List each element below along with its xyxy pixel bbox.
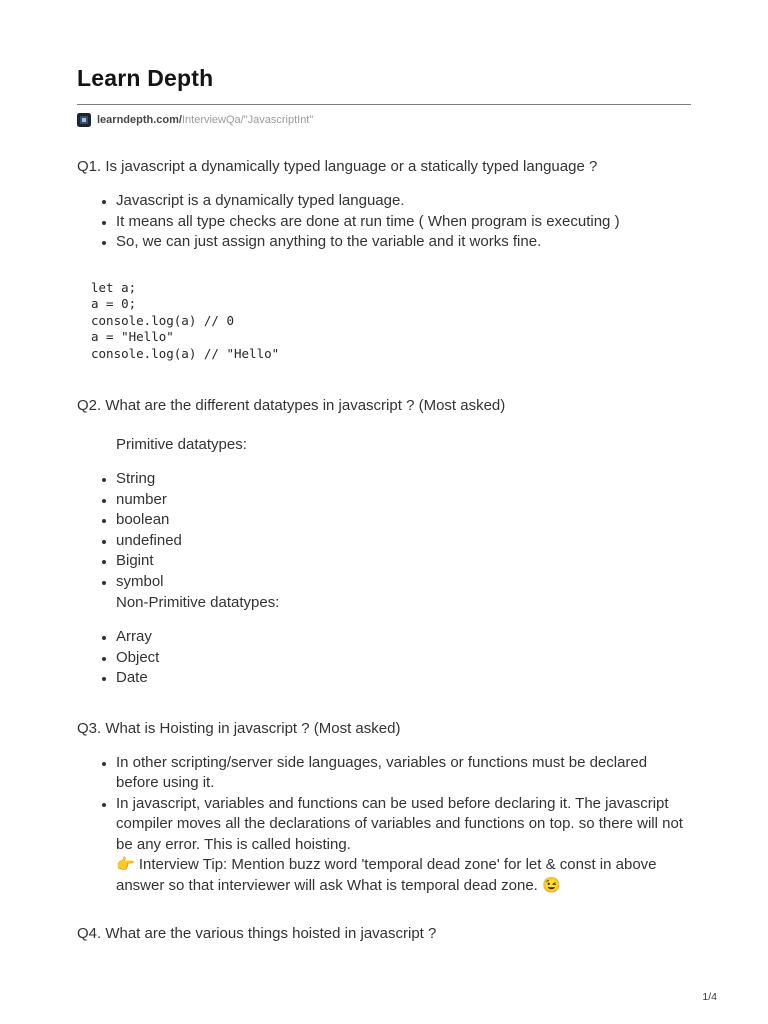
source-path: InterviewQa/"JavascriptInt" (181, 114, 314, 127)
title-divider (77, 104, 691, 105)
non-primitive-datatypes-label: Non-Primitive datatypes: (116, 594, 280, 612)
code-line: console.log(a) // "Hello" (91, 345, 280, 361)
source-url (97, 113, 313, 127)
list-item: • Array (116, 627, 691, 648)
code-block (91, 280, 691, 363)
code-line: console.log(a) // 0 (91, 312, 234, 328)
source-link-row[interactable] (77, 113, 691, 127)
list-item: • String (116, 469, 691, 490)
q2-non-primitive-list (77, 627, 691, 689)
page-title: Learn Depth (77, 65, 214, 91)
list-item: • So, we can just assign anything to the variable and it works fine. (116, 232, 691, 253)
question-q2-heading: Q2. What are the different datatypes in javascript ? (Most asked) (77, 397, 506, 415)
page-number: 1/4 (702, 991, 717, 1003)
interview-tip-text: 👉 Interview Tip: Mention buzz word 'temporal dead zone' for let & const in above answer so that interviewer will ask What is temporal dead zone. 😉 (116, 856, 657, 894)
list-item (116, 753, 691, 794)
primitive-datatypes-label: Primitive datatypes: (116, 436, 247, 454)
list-item (116, 794, 691, 897)
source-domain: learndepth.com/ (97, 114, 182, 127)
q2-primitive-list (77, 469, 691, 592)
list-item: • Javascript is a dynamically typed language. (116, 191, 691, 212)
list-item: • symbol (116, 572, 691, 593)
code-line: a = 0; (91, 296, 137, 312)
q1-bullet-list (77, 191, 691, 253)
list-item: • It means all type checks are done at run time ( When program is executing ) (116, 212, 691, 233)
list-item: • number (116, 490, 691, 511)
question-q3-heading: Q3. What is Hoisting in javascript ? (Most asked) (77, 719, 401, 737)
list-item: • Bigint (116, 551, 691, 572)
code-line: let a; (91, 279, 137, 295)
code-line: a = "Hello" (91, 329, 174, 345)
question-q1-heading: Q1. Is javascript a dynamically typed language or a statically typed language ? (77, 158, 598, 176)
list-item: • Object (116, 648, 691, 669)
question-q4-heading: Q4. What are the various things hoisted in javascript ? (77, 925, 437, 943)
bullet-text: In javascript, variables and functions can be used before declaring it. The javascript compiler moves all the declarations of variables and functions on top. so there will not be any error. This is called hoisting. (116, 794, 683, 853)
list-item: • Date (116, 668, 691, 689)
site-favicon-icon (77, 113, 91, 127)
list-item: • undefined (116, 531, 691, 552)
bullet-text: In other scripting/server side languages, variables or functions must be declared before using it. (116, 753, 648, 792)
list-item: • boolean (116, 510, 691, 531)
q3-bullet-list (77, 753, 691, 897)
